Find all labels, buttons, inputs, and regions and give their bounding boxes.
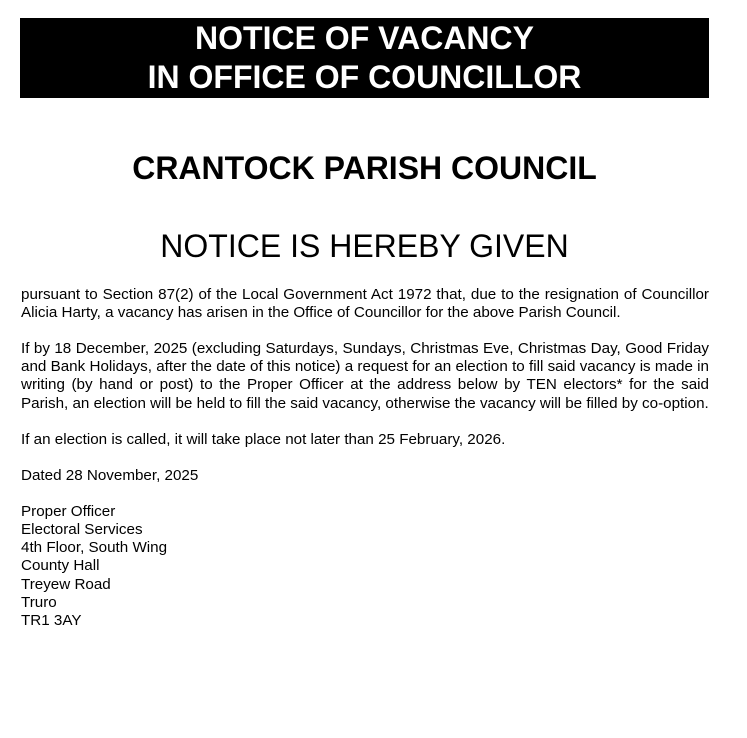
address-line: Treyew Road: [21, 575, 111, 593]
banner-title-line-2: IN OFFICE OF COUNCILLOR: [147, 59, 582, 95]
address-line: Proper Officer: [21, 503, 116, 521]
address-line: Truro: [21, 593, 57, 611]
proper-officer-address: [21, 503, 709, 630]
council-name-heading: CRANTOCK PARISH COUNCIL: [132, 150, 597, 186]
paragraph-election-request: If by 18 December, 2025 (excluding Saturdays, Sundays, Christmas Eve, Christmas Day, Good Friday and Bank Holidays, after the date of this notice) a request for an election to fill said vacancy is made in writing (by hand or post) to the Proper Officer at the address below by TEN electors* for the said Parish, an election will be held to fill the said vacancy, otherwise the vacancy will be filled by co-option.: [21, 340, 709, 412]
paragraph-vacancy-reason: pursuant to Section 87(2) of the Local Government Act 1972 that, due to the resignation of Councillor Alicia Harty, a vacancy has arisen in the Office of Councillor for the above Parish Council.: [21, 286, 709, 322]
notice-body: [21, 286, 709, 630]
address-line: TR1 3AY: [21, 611, 82, 629]
notice-banner: [20, 18, 709, 98]
notice-given-heading: NOTICE IS HEREBY GIVEN: [160, 228, 569, 264]
paragraph-dated: Dated 28 November, 2025: [21, 466, 199, 484]
address-line: 4th Floor, South Wing: [21, 539, 168, 557]
paragraph-election-date: If an election is called, it will take place not later than 25 February, 2026.: [21, 430, 506, 448]
address-line: County Hall: [21, 557, 100, 575]
banner-title-line-1: NOTICE OF VACANCY: [195, 20, 534, 56]
address-line: Electoral Services: [21, 521, 143, 539]
